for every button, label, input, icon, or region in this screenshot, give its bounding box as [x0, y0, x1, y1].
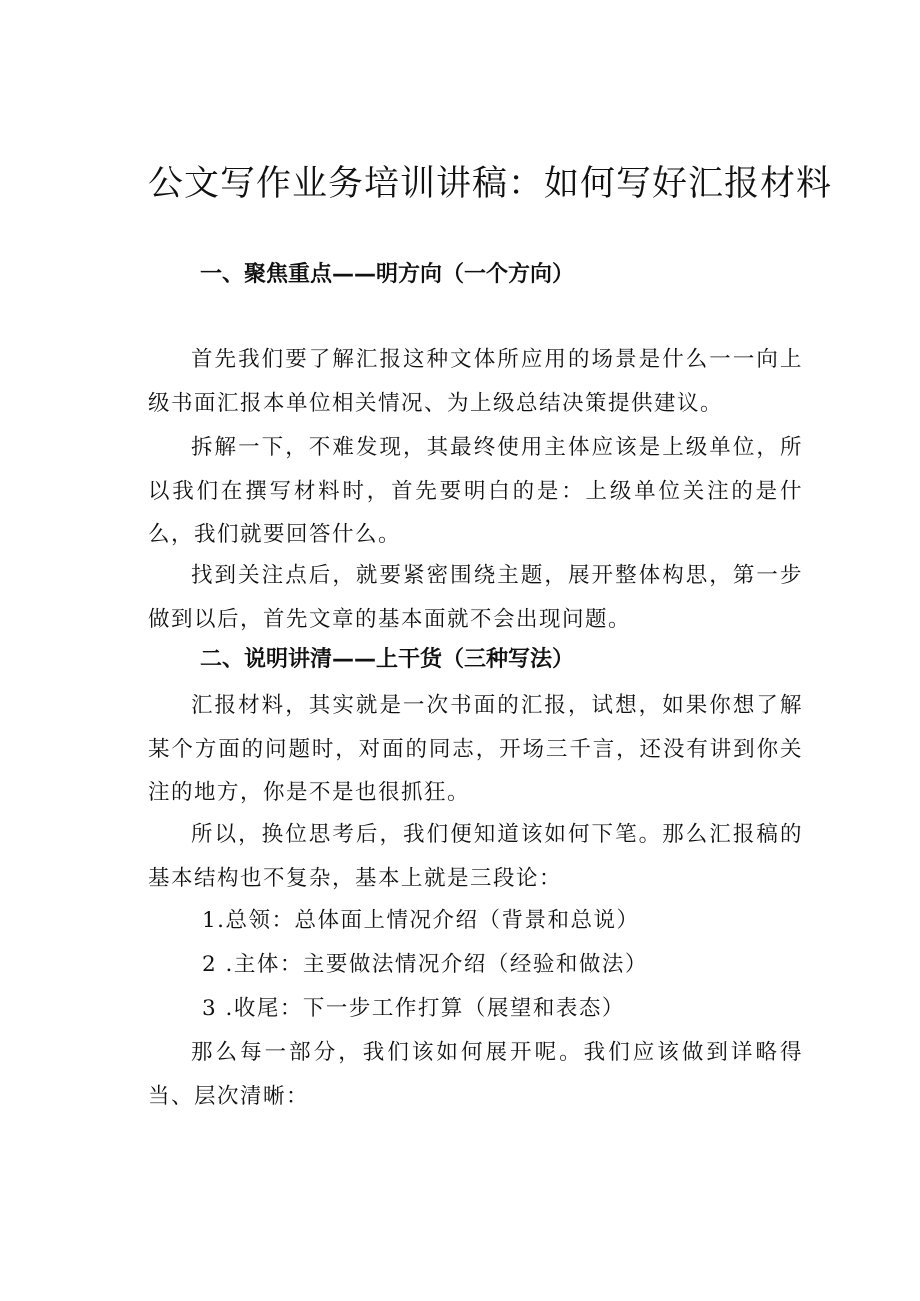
paragraph: 汇报材料，其实就是一次书面的汇报，试想，如果你想了解某个方面的问题时，对面的同志，开场三千言，还没有讲到你关注的地方，你是不是也很抓狂。: [148, 693, 803, 805]
paragraph: 首先我们要了解汇报这种文体所应用的场景是什么一一向上级书面汇报本单位相关情况、为上级总结决策提供建议。: [148, 347, 803, 416]
paragraph: 拆解一下，不难发现，其最终使用主体应该是上级单位，所以我们在撰写材料时，首先要明白的是：上级单位关注的是什么，我们就要回答什么。: [148, 435, 803, 547]
list-item: 1.总领：总体面上情况介绍（背景和总说）: [202, 908, 640, 933]
paragraph: 那么每一部分，我们该如何展开呢。我们应该做到详略得当、层次清晰：: [148, 1040, 803, 1109]
section-heading-2: 二、说明讲清——上干货（三种写法）: [200, 647, 575, 672]
list-item: 2 .主体：主要做法情况介绍（经验和做法）: [202, 952, 648, 977]
document-title: 公文写作业务培训讲稿：如何写好汇报材料: [148, 164, 833, 204]
section-heading-1: 一、聚焦重点——明方向（一个方向）: [200, 262, 575, 287]
paragraph: 所以，换位思考后，我们便知道该如何下笔。那么汇报稿的基本结构也不复杂，基本上就是三段论：: [148, 822, 803, 891]
list-item: 3 .收尾：下一步工作打算（展望和表态）: [202, 996, 625, 1021]
paragraph: 找到关注点后，就要紧密围绕主题，展开整体构思，第一步做到以后，首先文章的基本面就不会出现问题。: [148, 563, 803, 632]
